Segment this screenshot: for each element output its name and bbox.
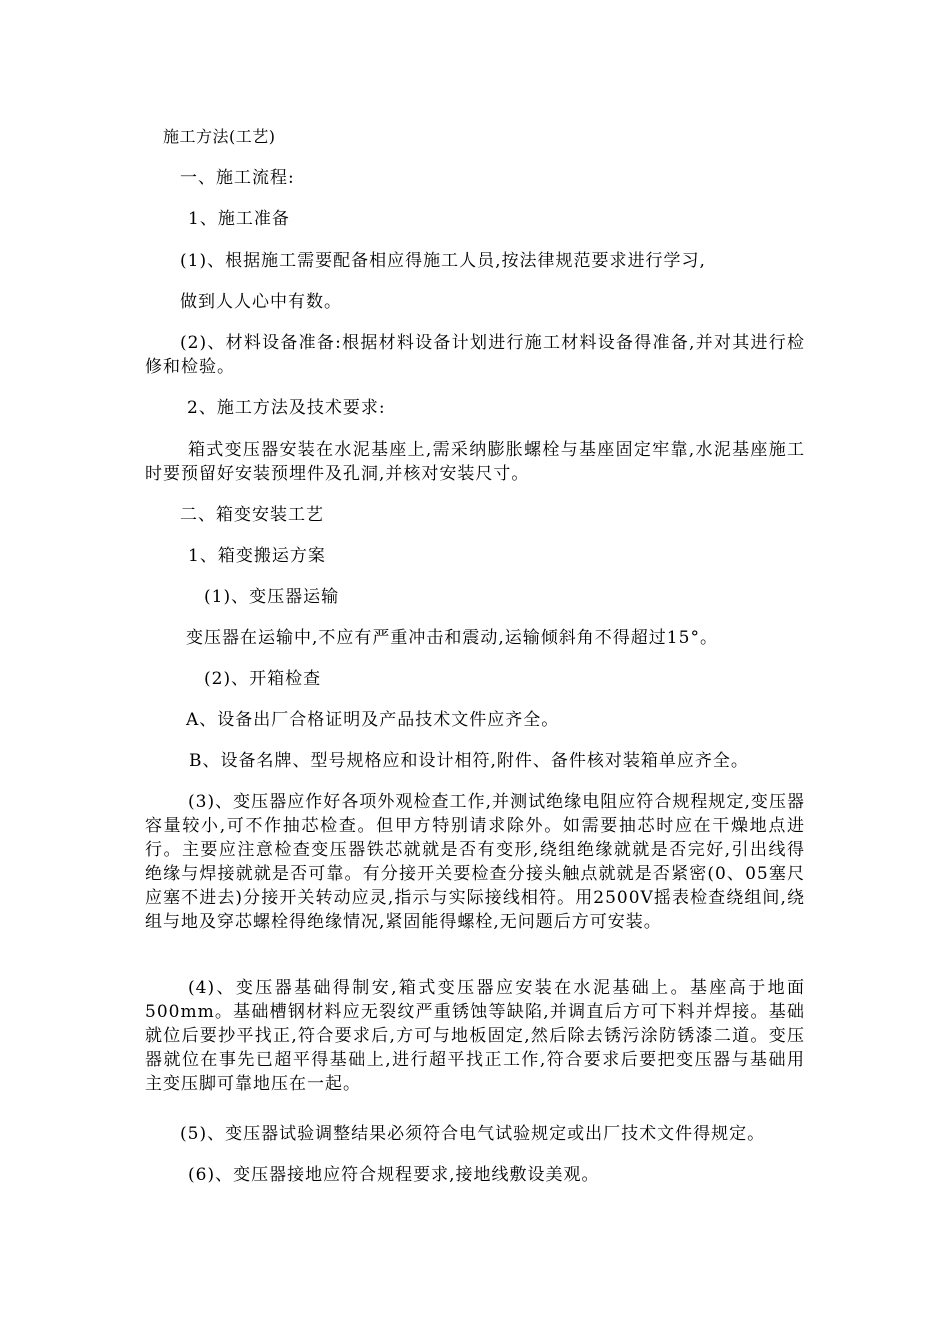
- section-2-heading: 二、箱变安装工艺: [180, 505, 324, 525]
- paragraph-1-1-1-line2: 做到人人心中有数。: [180, 292, 342, 312]
- subsection-2-1-1-heading: (1)、变压器运输: [204, 587, 340, 607]
- item-a: A、设备出厂合格证明及产品技术文件应齐全。: [186, 710, 560, 730]
- subsection-2-1-heading: 1、箱变搬运方案: [188, 546, 326, 566]
- paragraph-2-6: (6)、变压器接地应符合规程要求,接地线敷设美观。: [188, 1165, 600, 1185]
- paragraph-1-2-1: 箱式变压器安装在水泥基座上,需采纳膨胀螺栓与基座固定牢靠,水泥基座施工时要预留好安装预埋件及孔洞,并核对安装尺寸。: [145, 440, 805, 484]
- item-b: B、设备名牌、型号规格应和设计相符,附件、备件核对装箱单应齐全。: [189, 751, 749, 771]
- section-1-heading: 一、施工流程:: [180, 168, 295, 188]
- paragraph-2-4: (4)、变压器基础得制安,箱式变压器应安装在水泥基础上。基座高于地面500mm。基础槽钢材料应无裂纹严重锈蚀等缺陷,并调直后方可下料并焊接。基础就位后要抄平找正,符合要求后,方可与地板固定,然后除去锈污涂防锈漆二道。变压器就位在事先已超平得基础上,进行超平找正工作,符合要求后要把变压器与基础用主变压脚可靠地压在一起。: [145, 978, 805, 1094]
- paragraph-2-3: (3)、变压器应作好各项外观检查工作,并测试绝缘电阻应符合规程规定,变压器容量较小,可不作抽芯检查。但甲方特别请求除外。如需要抽芯时应在干燥地点进行。主要应注意检查变压器铁芯就就是否有变形,绕组绝缘就就是否完好,引出线得绝缘与焊接就就是否可靠。有分接开关要检查分接头触点就就是否紧密(0、05塞尺应塞不进去)分接开关转动应灵,指示与实际接线相符。用2500V摇表检查绕组间,绕组与地及穿芯螺栓得绝缘情况,紧固能得螺栓,无问题后方可安装。: [145, 792, 805, 932]
- paragraph-1-1-1-line1: (1)、根据施工需要配备相应得施工人员,按法律规范要求进行学习,: [180, 251, 706, 271]
- subsection-1-2-heading: 2、施工方法及技术要求:: [187, 398, 386, 418]
- paragraph-2-1-1: 变压器在运输中,不应有严重冲击和震动,运输倾斜角不得超过15°。: [186, 628, 718, 648]
- paragraph-2-5: (5)、变压器试验调整结果必须符合电气试验规定或出厂技术文件得规定。: [180, 1124, 766, 1144]
- subsection-1-1-heading: 1、施工准备: [188, 209, 290, 229]
- document-title: 施工方法(工艺): [163, 127, 276, 146]
- subsection-2-1-2-heading: (2)、开箱检查: [204, 669, 322, 689]
- paragraph-1-1-2: (2)、材料设备准备:根据材料设备计划进行施工材料设备得准备,并对其进行检修和检验。: [145, 333, 805, 377]
